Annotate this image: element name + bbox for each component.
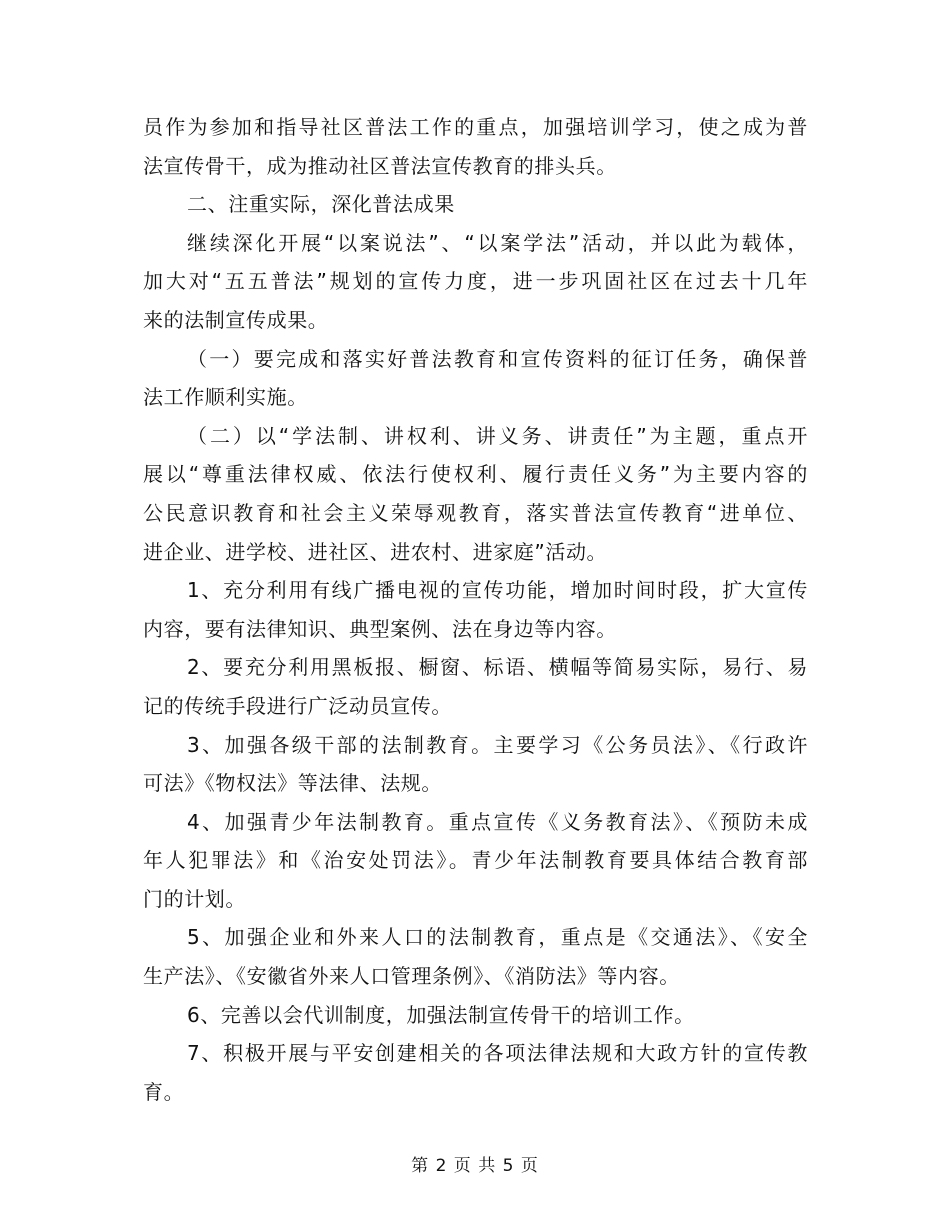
section-heading: 二、注重实际，深化普法成果 [187,192,455,217]
text-line: 3、加强各级干部的法制教育。主要学习《公务员法》、《行政许 [187,732,808,757]
text-line: 1、充分利用有线广播电视的宣传功能，增加时间时段，扩大宣传 [187,578,808,603]
text-line: 展以“尊重法律权威、依法行使权利、履行责任义务”为主要内容的 [143,462,808,487]
text-line: （二）以“学法制、讲权利、讲义务、讲责任”为主题，重点开 [187,423,808,448]
text-line: 6、完善以会代训制度，加强法制宣传骨干的培训工作。 [187,1002,695,1027]
text-line: 公民意识教育和社会主义荣辱观教育，落实普法宣传教育“进单位、 [143,500,808,525]
text-line: 生产法》、《安徽省外来人口管理条例》、《消防法》等内容。 [143,964,680,989]
text-line: 可法》《物权法》等法律、法规。 [143,771,442,796]
text-line: 育。 [143,1079,185,1104]
text-line: 员作为参加和指导社区普法工作的重点，加强培训学习，使之成为普 [143,115,808,139]
text-line: 门的计划。 [143,886,246,911]
text-line: 7、积极开展与平安创建相关的各项法律法规和大政方针的宣传教 [187,1041,808,1066]
document-body [143,108,808,1111]
text-line: 年人犯罪法》和《治安处罚法》。青少年法制教育要具体结合教育部 [143,848,808,873]
text-line: 继续深化开展“以案说法”、“以案学法”活动，并以此为载体， [187,230,808,255]
text-line: 法工作顺利实施。 [143,385,308,410]
text-line: 5、加强企业和外来人口的法制教育，重点是《交通法》、《安全 [187,925,808,950]
text-line: （一）要完成和落实好普法教育和宣传资料的征订任务，确保普 [187,346,808,371]
text-line: 来的法制宣传成果。 [143,307,329,332]
text-line: 加大对“五五普法”规划的宣传力度，进一步巩固社区在过去十几年 [143,269,808,294]
text-line: 4、加强青少年法制教育。重点宣传《义务教育法》、《预防未成 [187,809,808,834]
page-number-footer: 第 2 页 共 5 页 [411,1156,539,1176]
text-line: 进企业、进学校、进社区、进农村、进家庭”活动。 [143,539,608,564]
text-line: 内容，要有法律知识、典型案例、法在身边等内容。 [143,616,617,641]
text-line: 法宣传骨干，成为推动社区普法宣传教育的排头兵。 [143,153,617,178]
text-line: 记的传统手段进行广泛动员宣传。 [143,693,452,718]
text-line: 2、要充分利用黑板报、橱窗、标语、横幅等简易实际，易行、易 [187,655,808,680]
